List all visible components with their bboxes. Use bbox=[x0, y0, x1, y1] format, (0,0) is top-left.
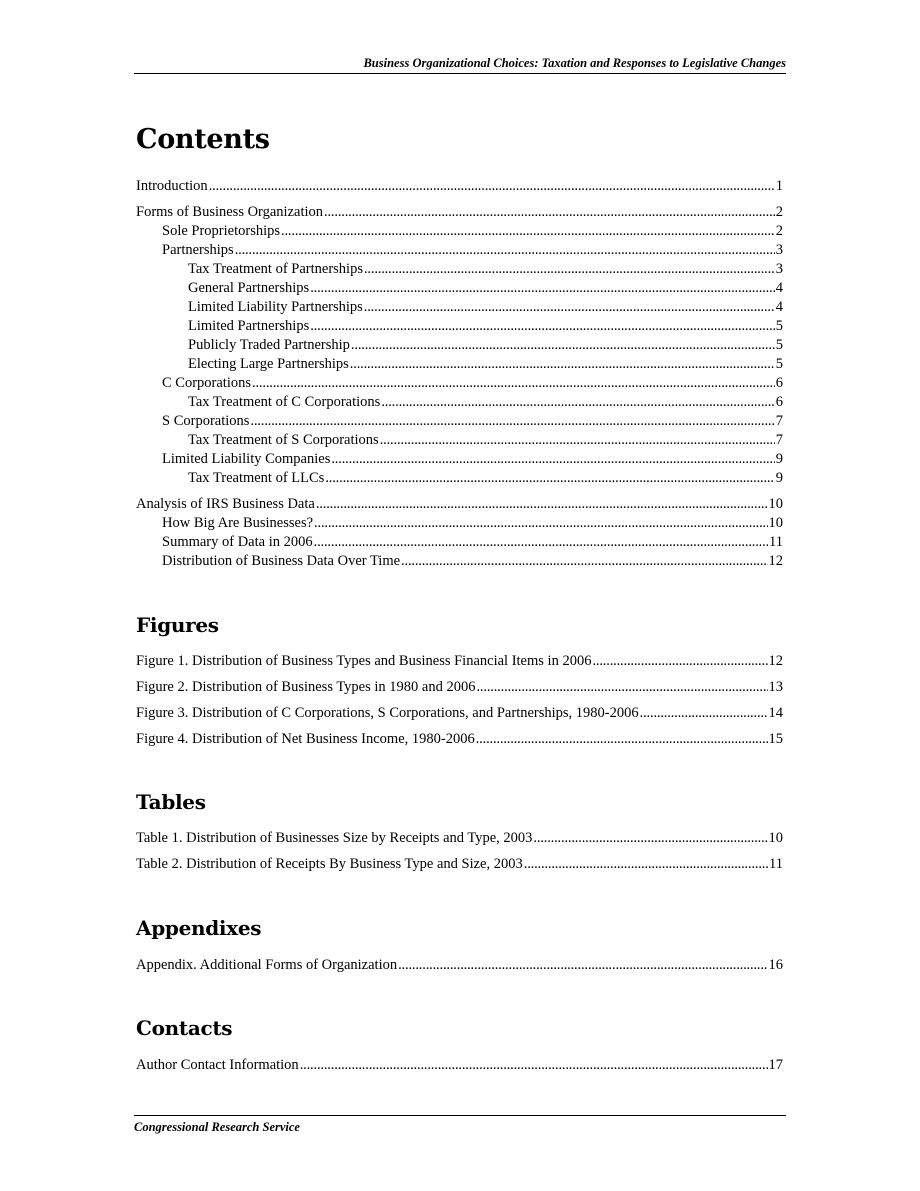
table-entry-page[interactable]: 10 bbox=[768, 830, 783, 846]
leader-dots bbox=[350, 355, 775, 374]
leader-dots bbox=[316, 495, 768, 514]
toc-entry[interactable] bbox=[136, 279, 783, 298]
leader-dots bbox=[250, 412, 774, 431]
leader-dots bbox=[476, 678, 767, 697]
contents-group-introduction bbox=[136, 177, 783, 196]
leader-dots bbox=[310, 317, 775, 336]
toc-entry-page[interactable]: 4 bbox=[775, 299, 783, 315]
figure-entry-page[interactable]: 12 bbox=[768, 653, 783, 669]
toc-entry-title[interactable]: S Corporations bbox=[162, 413, 250, 429]
toc-entry[interactable] bbox=[136, 203, 783, 222]
figure-entry-title[interactable]: Figure 2. Distribution of Business Types in 1980 and 2006 bbox=[136, 679, 476, 695]
leader-dots bbox=[592, 652, 767, 671]
toc-entry-title[interactable]: Summary of Data in 2006 bbox=[162, 534, 313, 550]
leader-dots bbox=[324, 203, 775, 222]
table-entry-title[interactable]: Table 1. Distribution of Businesses Size by Receipts and Type, 2003 bbox=[136, 830, 533, 846]
contact-entry-title[interactable]: Author Contact Information bbox=[136, 1057, 299, 1073]
toc-entry-page[interactable]: 3 bbox=[775, 261, 783, 277]
leader-dots bbox=[331, 450, 774, 469]
table-entry-title[interactable]: Table 2. Distribution of Receipts By Business Type and Size, 2003 bbox=[136, 856, 523, 872]
running-header: Business Organizational Choices: Taxation and Responses to Legislative Changes bbox=[363, 56, 786, 70]
contact-entry-page[interactable]: 17 bbox=[768, 1057, 783, 1073]
appendixes-list bbox=[136, 956, 783, 975]
appendixes-heading: Appendixes bbox=[136, 916, 262, 940]
toc-entry[interactable] bbox=[136, 260, 783, 279]
leader-dots bbox=[310, 279, 775, 298]
leader-dots bbox=[300, 1056, 768, 1075]
leader-dots bbox=[235, 241, 775, 260]
toc-entry-page[interactable]: 7 bbox=[775, 413, 783, 429]
toc-entry-title[interactable]: Limited Partnerships bbox=[188, 318, 310, 334]
toc-entry-page[interactable]: 5 bbox=[775, 337, 783, 353]
toc-entry[interactable] bbox=[136, 298, 783, 317]
leader-dots bbox=[364, 260, 775, 279]
figure-entry-page[interactable]: 14 bbox=[768, 705, 783, 721]
toc-entry[interactable] bbox=[136, 533, 783, 552]
contacts-heading: Contacts bbox=[136, 1016, 233, 1040]
toc-entry[interactable] bbox=[136, 336, 783, 355]
leader-dots bbox=[209, 177, 775, 196]
toc-entry-page[interactable]: 2 bbox=[775, 223, 783, 239]
toc-entry-title[interactable]: Introduction bbox=[136, 178, 208, 194]
toc-entry-title[interactable]: Sole Proprietorships bbox=[162, 223, 281, 239]
toc-entry-page[interactable]: 9 bbox=[775, 451, 783, 467]
contacts-list bbox=[136, 1056, 783, 1075]
toc-entry[interactable] bbox=[136, 241, 783, 260]
toc-entry-title[interactable]: Distribution of Business Data Over Time bbox=[162, 553, 401, 569]
leader-dots bbox=[476, 730, 768, 749]
figure-entry[interactable] bbox=[136, 704, 783, 723]
appendix-entry-page[interactable]: 16 bbox=[768, 957, 783, 973]
toc-entry[interactable] bbox=[136, 431, 783, 450]
table-entry[interactable] bbox=[136, 855, 783, 874]
table-entry[interactable] bbox=[136, 829, 783, 848]
toc-entry-page[interactable]: 9 bbox=[775, 470, 783, 486]
toc-entry[interactable] bbox=[136, 514, 783, 533]
leader-dots bbox=[533, 829, 767, 848]
toc-entry-title[interactable]: Tax Treatment of C Corporations bbox=[188, 394, 381, 410]
toc-entry-title[interactable]: Partnerships bbox=[162, 242, 234, 258]
leader-dots bbox=[325, 469, 774, 488]
toc-entry-page[interactable]: 1 bbox=[775, 178, 783, 194]
toc-entry-title[interactable]: Forms of Business Organization bbox=[136, 204, 324, 220]
table-entry-page[interactable]: 11 bbox=[769, 856, 783, 872]
figure-entry-page[interactable]: 15 bbox=[768, 731, 783, 747]
toc-entry[interactable] bbox=[136, 222, 783, 241]
contents-heading: Contents bbox=[136, 124, 270, 155]
toc-entry[interactable] bbox=[136, 393, 783, 412]
header-rule bbox=[134, 73, 786, 74]
toc-entry-page[interactable]: 6 bbox=[775, 375, 783, 391]
toc-entry[interactable] bbox=[136, 177, 783, 196]
figure-entry[interactable] bbox=[136, 730, 783, 749]
toc-entry-page[interactable]: 2 bbox=[775, 204, 783, 220]
leader-dots bbox=[398, 956, 767, 975]
figure-entry-page[interactable]: 13 bbox=[768, 679, 783, 695]
toc-entry-page[interactable]: 10 bbox=[768, 496, 783, 512]
leader-dots bbox=[314, 533, 768, 552]
toc-entry-page[interactable]: 3 bbox=[775, 242, 783, 258]
toc-entry-title[interactable]: C Corporations bbox=[162, 375, 252, 391]
toc-entry-page[interactable]: 11 bbox=[769, 534, 783, 550]
figure-entry-title[interactable]: Figure 1. Distribution of Business Types and Business Financial Items in 2006 bbox=[136, 653, 592, 669]
toc-entry-title[interactable]: Limited Liability Companies bbox=[162, 451, 331, 467]
leader-dots bbox=[401, 552, 767, 571]
toc-entry[interactable] bbox=[136, 495, 783, 514]
toc-entry-title[interactable]: Tax Treatment of S Corporations bbox=[188, 432, 379, 448]
leader-dots bbox=[640, 704, 768, 723]
toc-entry-title[interactable]: Limited Liability Partnerships bbox=[188, 299, 363, 315]
toc-entry[interactable] bbox=[136, 412, 783, 431]
leader-dots bbox=[351, 336, 775, 355]
tables-heading: Tables bbox=[136, 790, 206, 814]
toc-entry-title[interactable]: General Partnerships bbox=[188, 280, 310, 296]
appendix-entry[interactable] bbox=[136, 956, 783, 975]
leader-dots bbox=[524, 855, 768, 874]
toc-entry-title[interactable]: Tax Treatment of LLCs bbox=[188, 470, 325, 486]
toc-entry[interactable] bbox=[136, 552, 783, 571]
figures-heading: Figures bbox=[136, 613, 219, 637]
contents-group-forms bbox=[136, 203, 783, 488]
leader-dots bbox=[281, 222, 775, 241]
tables-list bbox=[136, 829, 783, 874]
appendix-entry-title[interactable]: Appendix. Additional Forms of Organization bbox=[136, 957, 398, 973]
figure-entry[interactable] bbox=[136, 652, 783, 671]
toc-entry[interactable] bbox=[136, 317, 783, 336]
footer-rule bbox=[134, 1115, 786, 1116]
contact-entry[interactable] bbox=[136, 1056, 783, 1075]
leader-dots bbox=[252, 374, 775, 393]
toc-entry-page[interactable]: 7 bbox=[775, 432, 783, 448]
contents-group-analysis bbox=[136, 495, 783, 571]
toc-entry-page[interactable]: 12 bbox=[768, 553, 783, 569]
figure-entry-title[interactable]: Figure 3. Distribution of C Corporations, S Corporations, and Partnerships, 1980-2006 bbox=[136, 705, 639, 721]
toc-entry-page[interactable]: 6 bbox=[775, 394, 783, 410]
toc-entry-title[interactable]: Publicly Traded Partnership bbox=[188, 337, 350, 353]
toc-entry-title[interactable]: Analysis of IRS Business Data bbox=[136, 496, 315, 512]
toc-entry[interactable] bbox=[136, 374, 783, 393]
leader-dots bbox=[314, 514, 767, 533]
toc-entry-page[interactable]: 4 bbox=[775, 280, 783, 296]
toc-entry-page[interactable]: 10 bbox=[768, 515, 783, 531]
toc-entry-title[interactable]: How Big Are Businesses? bbox=[162, 515, 314, 531]
toc-entry-title[interactable]: Electing Large Partnerships bbox=[188, 356, 349, 372]
figure-entry[interactable] bbox=[136, 678, 783, 697]
figure-entry-title[interactable]: Figure 4. Distribution of Net Business Income, 1980-2006 bbox=[136, 731, 475, 747]
figures-list bbox=[136, 652, 783, 749]
toc-entry[interactable] bbox=[136, 450, 783, 469]
leader-dots bbox=[381, 393, 774, 412]
toc-entry[interactable] bbox=[136, 355, 783, 374]
toc-entry-page[interactable]: 5 bbox=[775, 318, 783, 334]
toc-entry[interactable] bbox=[136, 469, 783, 488]
leader-dots bbox=[380, 431, 775, 450]
leader-dots bbox=[364, 298, 775, 317]
toc-entry-page[interactable]: 5 bbox=[775, 356, 783, 372]
toc-entry-title[interactable]: Tax Treatment of Partnerships bbox=[188, 261, 363, 277]
running-footer: Congressional Research Service bbox=[134, 1120, 300, 1134]
